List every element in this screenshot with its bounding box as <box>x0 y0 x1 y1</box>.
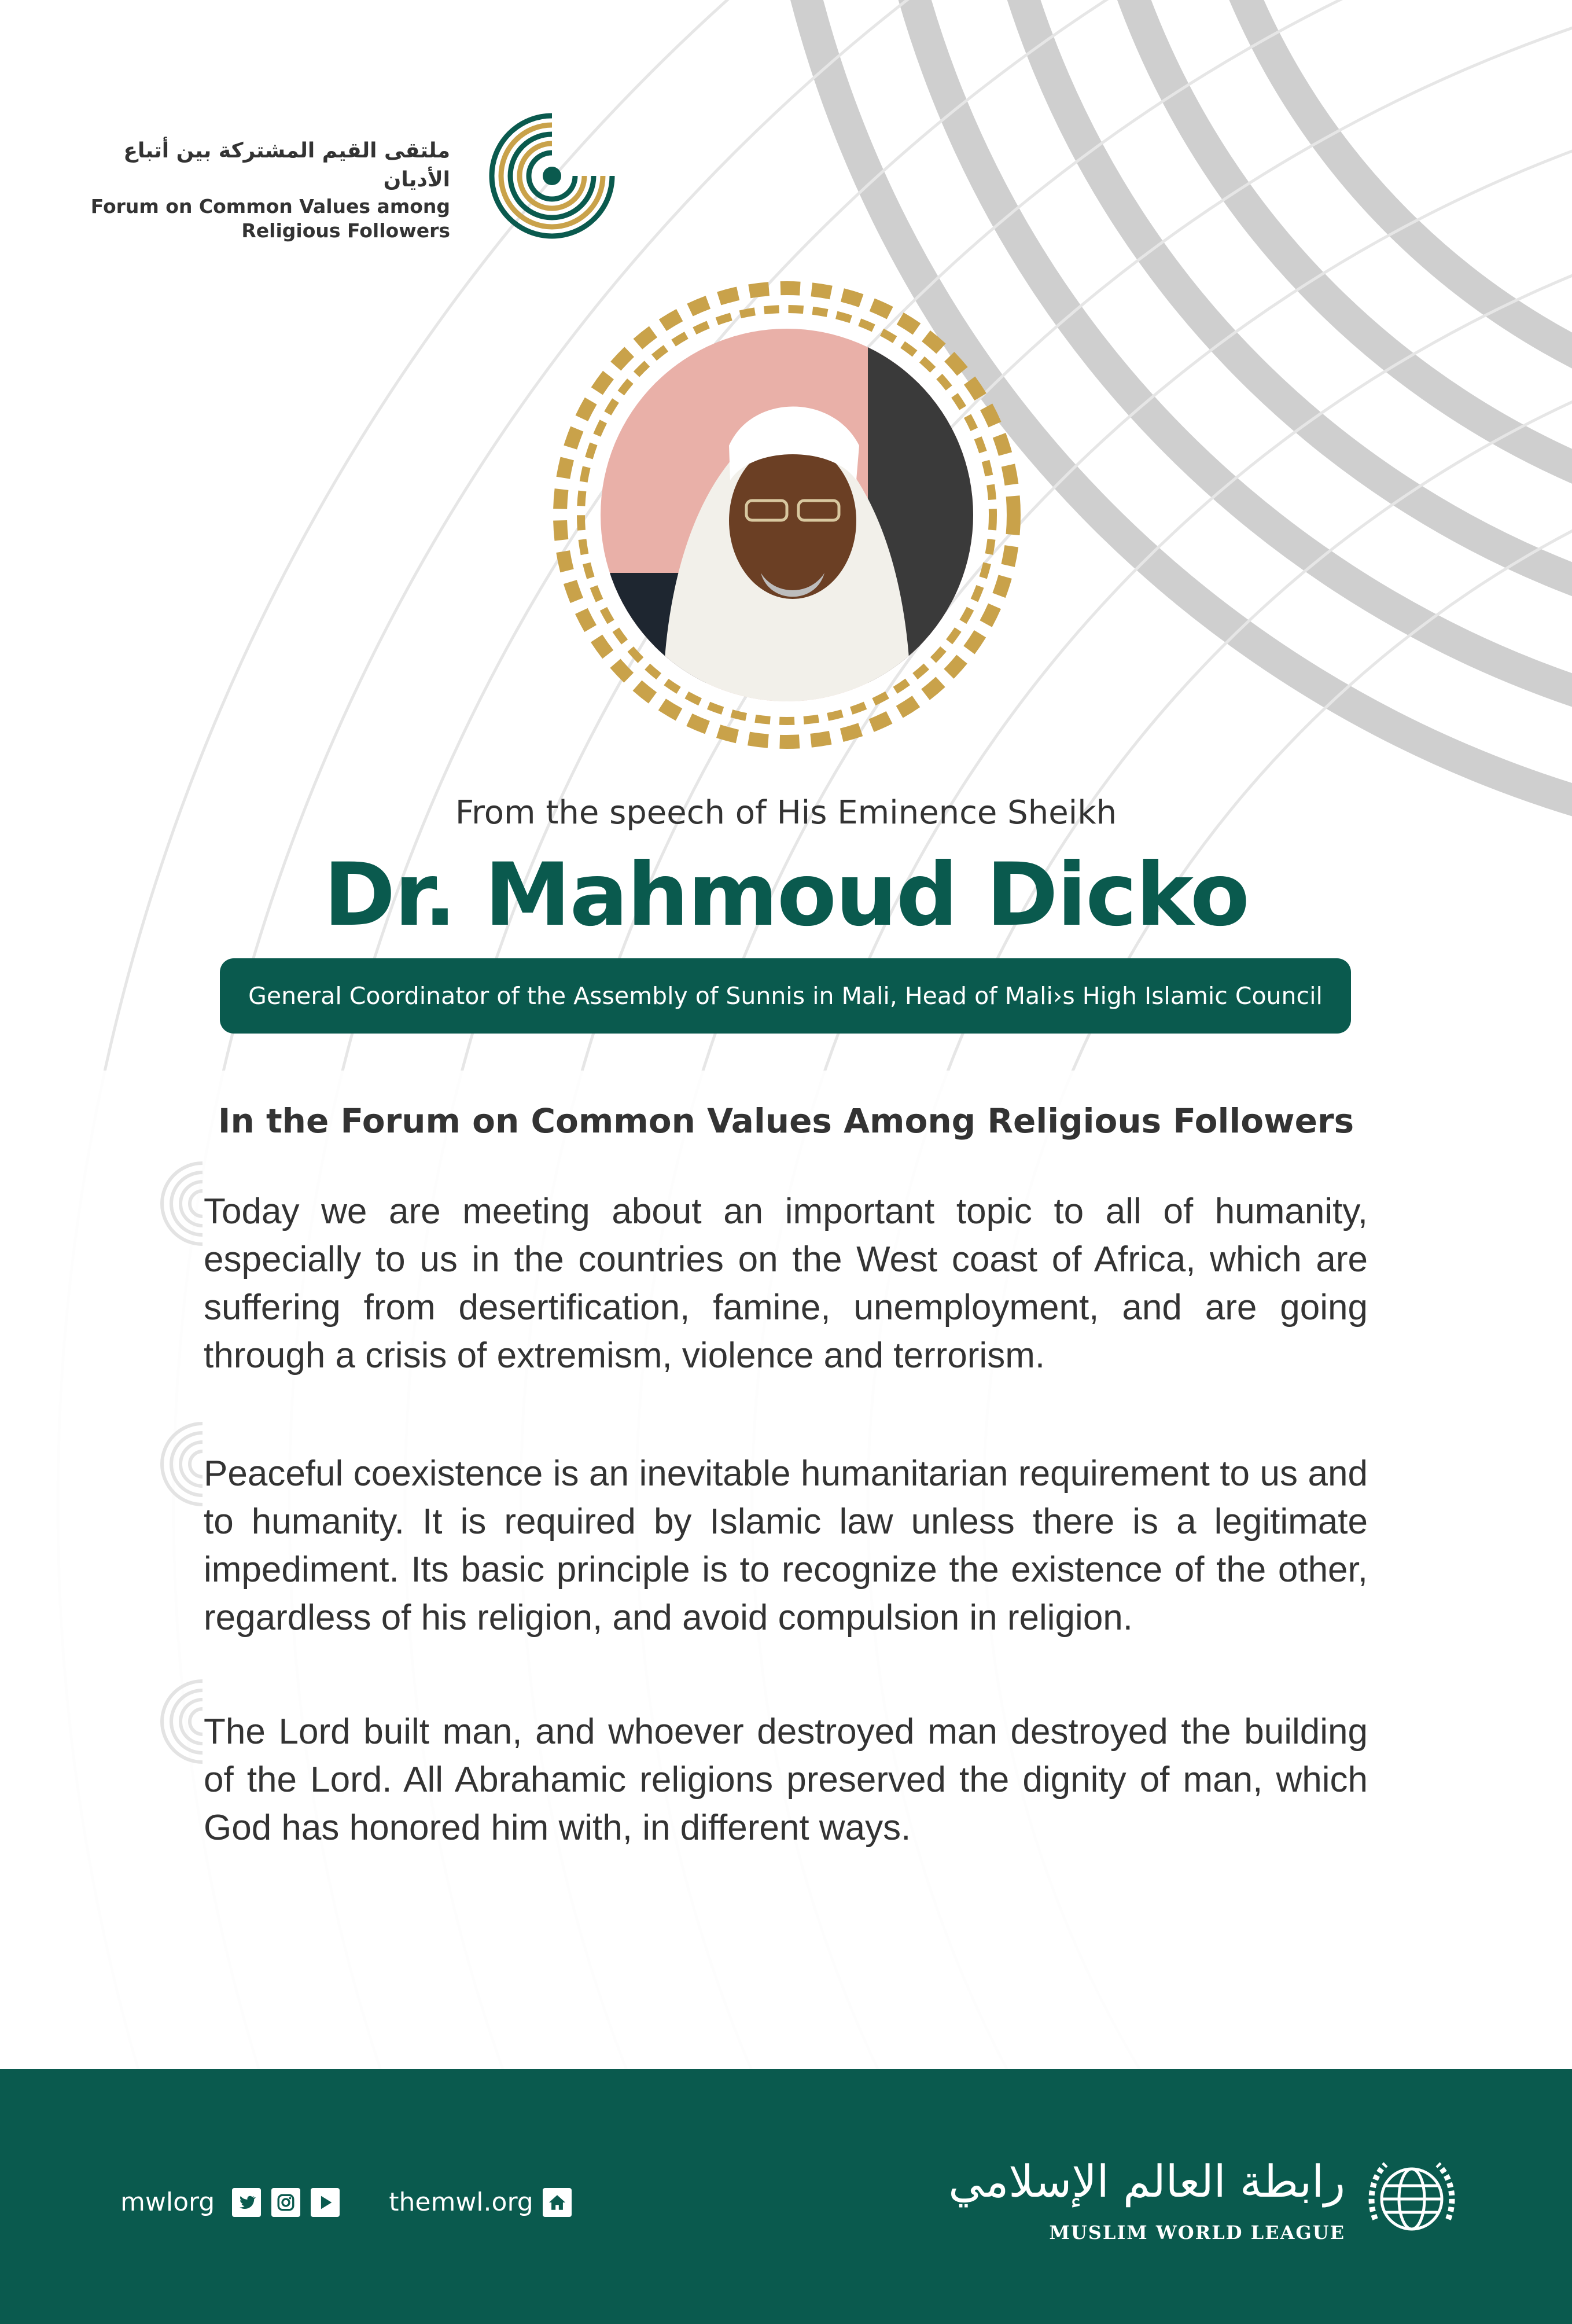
quote-paragraph-3: The Lord built man, and whoever destroyed man destroyed the building of the Lord. All Abrahamic religions preserved the dignity of man, which God has honored him with, in different ways. <box>204 1712 1368 1848</box>
speaker-title-banner <box>220 958 1351 1034</box>
speaker-intro: From the speech of His Eminence Sheikh <box>455 794 1117 832</box>
speaker-portrait <box>544 272 1030 758</box>
forum-logo <box>87 104 619 249</box>
quote-paragraph-2: Peaceful coexistence is an inevitable humanitarian requirement to us and to humanity. It is required by Islamic law unless there is a legitimate impediment. Its basic principle is to recognize the existence of the other, regardless of his religion, and avoid compulsion in religion. <box>204 1454 1368 1638</box>
forum-name-english-line1: Forum on Common Values among <box>90 195 450 218</box>
quote-paragraph-1: Today we are meeting about an important topic to all of humanity, especially to us in the countries on the West coast of Africa, which are suffering from desertification, famine, unemployment, and are going through a crisis of extremism, violence and terrorism. <box>204 1192 1368 1376</box>
globe-emblem-icon <box>1363 2150 1461 2248</box>
home-icon[interactable] <box>543 2188 572 2217</box>
mwl-name-english: MUSLIM WORLD LEAGUE <box>1049 2222 1345 2244</box>
speaker-title: General Coordinator of the Assembly of Sunnis in Mali, Head of Mali›s High Islamic Council <box>248 982 1323 1010</box>
forum-name <box>87 137 450 243</box>
forum-name-arabic: ملتقى القيم المشتركة بين أتباع الأديان <box>123 139 450 192</box>
instagram-icon[interactable] <box>271 2188 300 2217</box>
forum-emblem-icon <box>485 109 619 243</box>
social-links <box>120 2187 572 2217</box>
website-link[interactable]: themwl.org <box>389 2187 533 2217</box>
social-handle[interactable]: mwlorg <box>120 2187 215 2217</box>
youtube-icon[interactable] <box>311 2188 340 2217</box>
forum-name-english-line2: Religious Followers <box>241 219 450 242</box>
mwl-logo <box>948 2150 1461 2254</box>
speaker-name: Dr. Mahmoud Dicko <box>323 845 1249 946</box>
twitter-icon[interactable] <box>232 2188 261 2217</box>
forum-heading: In the Forum on Common Values Among Religious Followers <box>218 1101 1354 1141</box>
mwl-name-arabic: رابطة العالم الإسلامي <box>948 2156 1345 2207</box>
